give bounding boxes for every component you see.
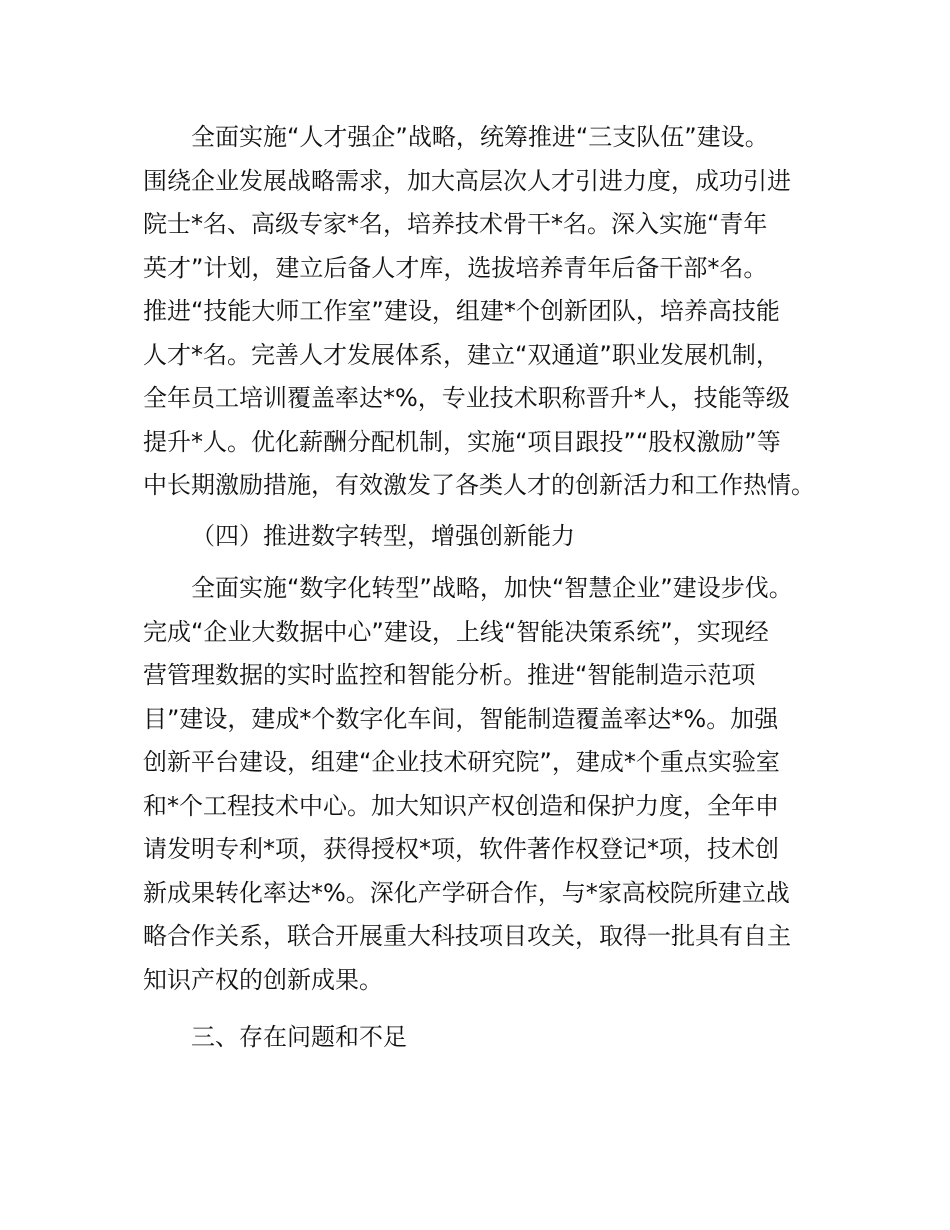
text-line: 围绕企业发展战略需求，加大高层次人才引进力度，成功引进 (143, 166, 791, 195)
text-line: 略合作关系，联合开展重大科技项目攻关，取得一批具有自主 (143, 922, 791, 950)
text-line: 中长期激励措施，有效激发了各类人才的创新活力和工作热情。 (143, 471, 815, 499)
paragraph-talent (143, 116, 823, 508)
text-line: 全面实施“数字化转型”战略，加快“智慧企业”建设步伐。 (191, 574, 793, 602)
text-line: 请发明专利*项，获得授权*项，软件著作权登记*项，技术创 (143, 835, 779, 863)
section-3-heading: 三、存在问题和不足 (191, 1023, 407, 1051)
text-line: 创新平台建设，组建“企业技术研究院”，建成*个重点实验室 (143, 748, 780, 776)
document-body (143, 116, 823, 1060)
text-line: 提升*人。优化薪酬分配机制，实施“项目跟投”“股权激励”等 (143, 427, 781, 456)
text-line: 英才”计划，建立后备人才库，选拔培养青年后备干部*名。 (143, 253, 768, 282)
text-line: 新成果转化率达*%。深化产学研合作，与*家高校院所建立战 (143, 878, 790, 907)
text-line: 目”建设，建成*个数字化车间，智能制造覆盖率达*%。加强 (143, 704, 779, 733)
section-4-heading: （四）推进数字转型，增强创新能力 (191, 521, 575, 550)
text-line: 知识产权的创新成果。 (143, 965, 383, 994)
text-line: 全年员工培训覆盖率达*%，专业技术职称晋升*人，技能等级 (143, 384, 790, 412)
text-line: 推进“技能大师工作室”建设，组建*个创新团队，培养高技能 (143, 297, 780, 325)
text-line: 营管理数据的实时监控和智能分析。推进“智能制造示范项 (143, 661, 756, 689)
text-line: 和*个工程技术中心。加大知识产权创造和保护力度，全年申 (143, 791, 779, 820)
text-line: 人才*名。完善人才发展体系，建立“双通道”职业发展机制， (143, 340, 780, 369)
paragraph-digital (143, 567, 823, 1002)
text-line: 完成“企业大数据中心”建设，上线“智能决策系统”，实现经 (143, 617, 769, 646)
text-line: 院士*名、高级专家*名，培养技术骨干*名。深入实施“青年 (143, 210, 768, 238)
text-line: 全面实施“人才强企”战略，统筹推进“三支队伍”建设。 (191, 123, 769, 151)
